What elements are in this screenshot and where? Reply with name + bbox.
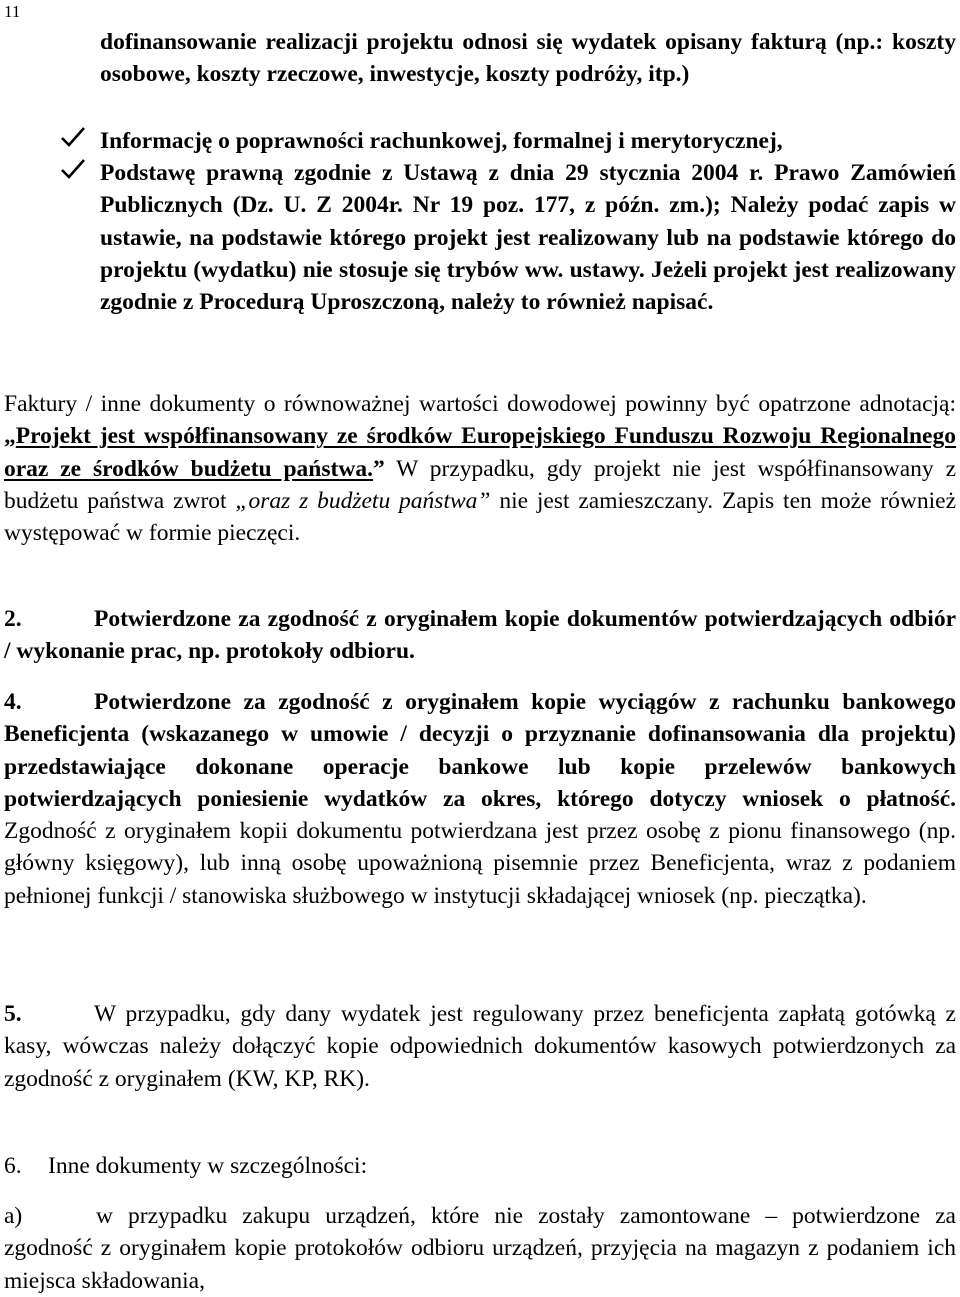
quote-open: „ — [4, 423, 16, 450]
invoice-lead: Faktury / inne dokumenty o równoważnej wartości dowodowej powinny być opatrzone adnotacją: — [4, 391, 956, 417]
item-2 — [4, 603, 956, 668]
quote-close: ” — [372, 455, 385, 482]
italic-phrase: oraz z budżetu państwa — [248, 487, 478, 514]
required-annotation: Projekt jest współfinansowany ze środków Europejskiego Funduszu Rozwoju Regionalnego oraz ze środków budżetu państwa. — [4, 423, 956, 482]
italic-quote-open: „ — [235, 487, 249, 514]
checklist-text: Informację o poprawności rachunkowej, formalnej i merytorycznej, — [100, 128, 783, 154]
item-letter: a) — [4, 1203, 23, 1229]
intro-continuation — [100, 26, 956, 91]
item-bold-text: Potwierdzone za zgodność z oryginałem kopie wyciągów z rachunku bankowego Beneficjenta (wskazanego w umowie / decyzji o przyznanie dofinansowania dla projektu) przedstawiające dokonane operacje bankowe lub kopie przelewów bankowych potwierdzających poniesienie wydatków za okres, którego dotyczy wniosek o płatność. — [4, 689, 956, 812]
item-text: w przypadku zakupu urządzeń, które nie zostały zamontowane – potwierdzone za zgodność z oryginałem kopie protokołów odbioru urządzeń, przyjęcia na magazyn z podaniem ich miejsca składowania, — [4, 1203, 956, 1294]
checkmark-icon — [60, 157, 100, 189]
intro-text: dofinansowanie realizacji projektu odnosi się wydatek opisany fakturą (np.: koszty osobowe, koszty rzeczowe, inwestycje, koszty podróży, itp.) — [100, 29, 956, 88]
item-text: W przypadku, gdy dany wydatek jest regulowany przez beneficjenta zapłatą gotówką z kasy, wówczas należy dołączyć kopie odpowiednich dokumentów kasowych potwierdzonych za zgodność z oryginałem (KW, KP, RK). — [4, 1001, 956, 1092]
item-number: 2. — [4, 606, 22, 632]
item-number: 6. — [4, 1153, 22, 1179]
invoice-sentence-a: W przypadku, gdy projekt nie jest współfinansowany z budżetu państwa zwrot — [4, 455, 956, 514]
item-number: 5. — [4, 1001, 22, 1027]
checklist-item — [60, 125, 956, 157]
item-text: Potwierdzone za zgodność z oryginałem kopie dokumentów potwierdzających odbiór / wykonanie prac, np. protokoły odbioru. — [4, 606, 956, 665]
italic-quote-close: ” — [477, 487, 491, 514]
invoice-sentence-b: nie jest zamieszczany. Zapis ten może również występować w formie pieczęci. — [4, 487, 957, 547]
page-number: 11 — [4, 2, 21, 21]
checklist-text: Podstawę prawną zgodnie z Ustawą z dnia 29 stycznia 2004 r. Prawo Zamówień Publicznych (Dz. U. Z 2004r. Nr 19 poz. 177, z późn. zm.); Należy podać zapis w ustawie, na podstawie którego projekt jest realizowany lub na podstawie którego do projektu (wydatku) nie stosuje się trybów ww. ustawy. Jeżeli projekt jest realizowany zgodnie z Procedurą Uproszczoną, należy to również napisać. — [100, 160, 956, 316]
item-number: 4. — [4, 689, 22, 715]
checkmark-icon — [60, 125, 100, 157]
item-a — [4, 1200, 956, 1297]
item-text: Inne dokumenty w szczególności: — [48, 1153, 368, 1179]
item-6 — [4, 1150, 956, 1182]
checklist-item — [60, 157, 956, 318]
item-4 — [4, 686, 956, 912]
invoice-annotation-paragraph — [4, 388, 956, 549]
item-5 — [4, 998, 956, 1095]
item-normal-text: Zgodność z oryginałem kopii dokumentu potwierdzana jest przez osobę z pionu finansowego (np. główny księgowy), lub inną osobę upoważnioną pisemnie przez Beneficjenta, wraz z podaniem pełnionej funkcji / stanowiska służbowego w instytucji składającej wniosek (np. pieczątka). — [4, 818, 956, 909]
